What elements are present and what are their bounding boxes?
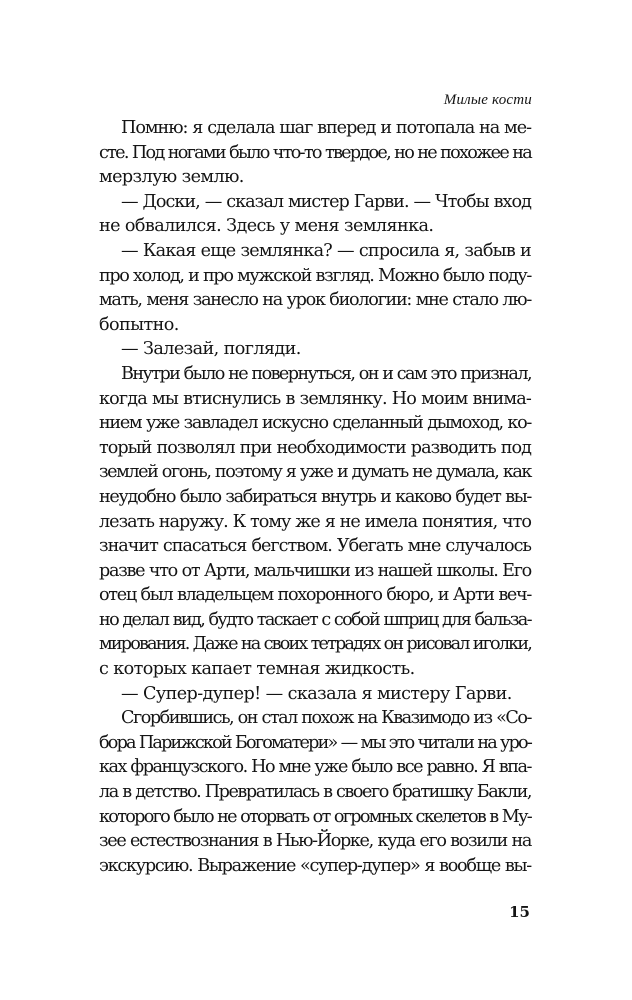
text-line: — Залезай, погляди. [121,339,301,360]
text-line: неудобно было забираться внутрь и каково будет вы- [99,486,531,507]
text-line: не обвалился. Здесь у меня землянка. [99,216,434,237]
text-line: торый позволял при необходимости разводить под [99,437,531,458]
text-line: ла в детство. Превратилась в своего братишку Бакли, [99,782,531,803]
text-line: Помню: я сделала шаг вперед и потопала на ме- [121,118,531,138]
text-line: экскурсию. Выражение «супер-дупер» я вообще вы- [99,855,531,876]
text-line: бора Парижской Богоматери» — мы это читали на уро- [99,732,531,753]
text-line: которого было не оторвать от огромных скелетов в Му- [99,806,531,827]
text-line: отец был владельцем похоронного бюро, и Арти веч- [99,585,531,606]
text-line: Сгорбившись, он стал похож на Квазимодо из «Со- [121,708,531,729]
text-line: про холод, и про мужской взгляд. Можно было поду- [99,265,531,286]
text-line: бопытно. [99,314,179,335]
text-line: землей огонь, поэтому я уже и думать не думала, как [99,462,531,483]
body-text [99,116,531,878]
text-line: сте. Под ногами было что-то твердое, но не похожее на [99,142,531,163]
text-line: мерзлую землю. [99,167,244,188]
text-line: когда мы втиснулись в землянку. Но моим внима- [99,388,531,409]
text-line: ках французского. Но мне уже было все равно. Я впа- [99,757,531,778]
text-line: но делал вид, будто таскает с собой шприц для бальза- [99,609,531,630]
text-line: Внутри было не повернуться, он и сам это признал, [121,363,531,384]
text-line: мирования. Даже на своих тетрадях он рисовал иголки, [99,634,531,655]
text-line: нием уже завладел искусно сделанный дымоход, ко- [99,413,531,434]
text-line: с которых капает темная жидкость. [99,659,415,680]
page-number: 15 [509,903,530,921]
text-line: мать, меня занесло на урок биологии: мне стало лю- [99,290,531,311]
text-line: значит спасаться бегством. Убегать мне случалось [99,536,531,557]
text-line: лезать наружу. К тому же я не имела понятия, что [99,511,531,532]
text-line: — Какая еще землянка? — спросила я, забыв и [121,240,531,261]
running-header: Милые кости [443,92,532,108]
text-line: разве что от Арти, мальчишки из нашей школы. Его [99,560,531,581]
text-line: — Супер-дупер! — сказала я мистеру Гарви. [121,683,512,704]
text-line: — Доски, — сказал мистер Гарви. — Чтобы вход [121,191,531,212]
text-line: зее естествознания в Нью-Йорке, куда его возили на [99,831,531,852]
